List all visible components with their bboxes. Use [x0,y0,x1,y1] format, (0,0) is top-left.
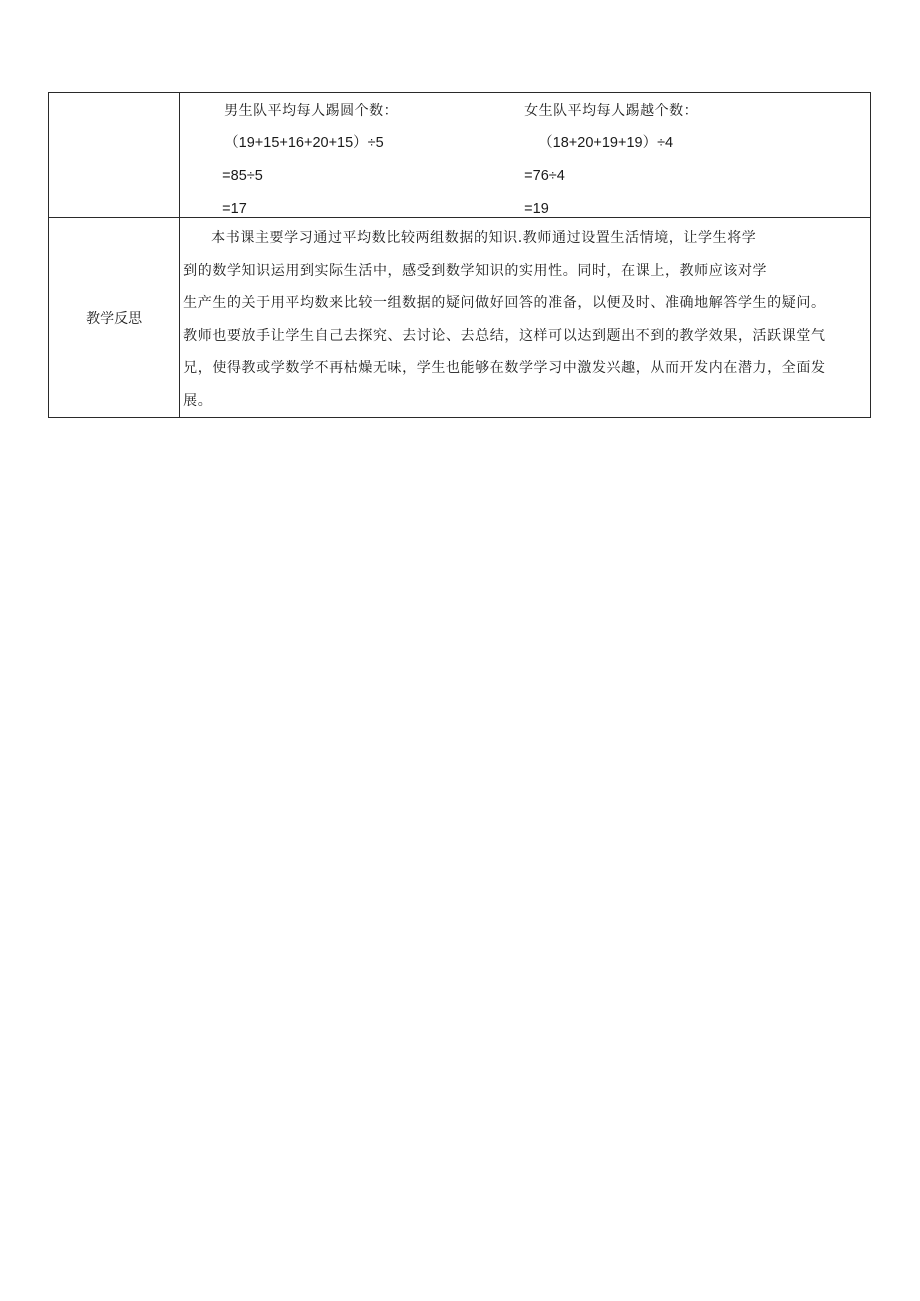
girls-expression: （18+20+19+19）÷4 [538,135,674,151]
reflection-label: 教学反思 [49,218,180,418]
reflection-text [180,218,870,417]
calculation-row [49,93,871,218]
boys-title: 男生队平均每人踢圆个数： [224,103,399,119]
reflection-line: 到的数学知识运用到实际生活中，感受到数学知识的实用性。同时，在课上，教师应该对学 [183,262,768,279]
calculation-cell [180,93,871,218]
reflection-line: 生产生的关于用平均数来比较一组数据的疑问做好回答的准备，以便及时、准确地解答学生的疑问。 [183,295,826,311]
girls-step: =76÷4 [524,168,565,184]
boys-step: =85÷5 [222,168,263,184]
reflection-line: 展。 [183,392,213,409]
calculation-label-cell [49,93,180,218]
girls-title: 女生队平均每人踢越个数： [524,103,699,119]
reflection-line: 本书课主要学习通过平均数比较两组数据的知识.教师通过设置生活情境，让学生将学 [211,230,757,246]
reflection-line: 兄，使得教或学数学不再枯燥无味，学生也能够在数学学习中激发兴趣，从而开发内在潜力，全面发 [183,360,826,376]
girls-result: =19 [524,201,549,217]
lesson-table [48,92,871,418]
reflection-cell [180,218,871,418]
boys-result: =17 [222,201,247,217]
reflection-row [49,218,871,418]
reflection-line: 教师也要放手让学生自己去探究、去讨论、去总结，这样可以达到题出不到的教学效果，活跃课堂气 [183,327,826,344]
boys-expression: （19+15+16+20+15）÷5 [224,135,384,151]
